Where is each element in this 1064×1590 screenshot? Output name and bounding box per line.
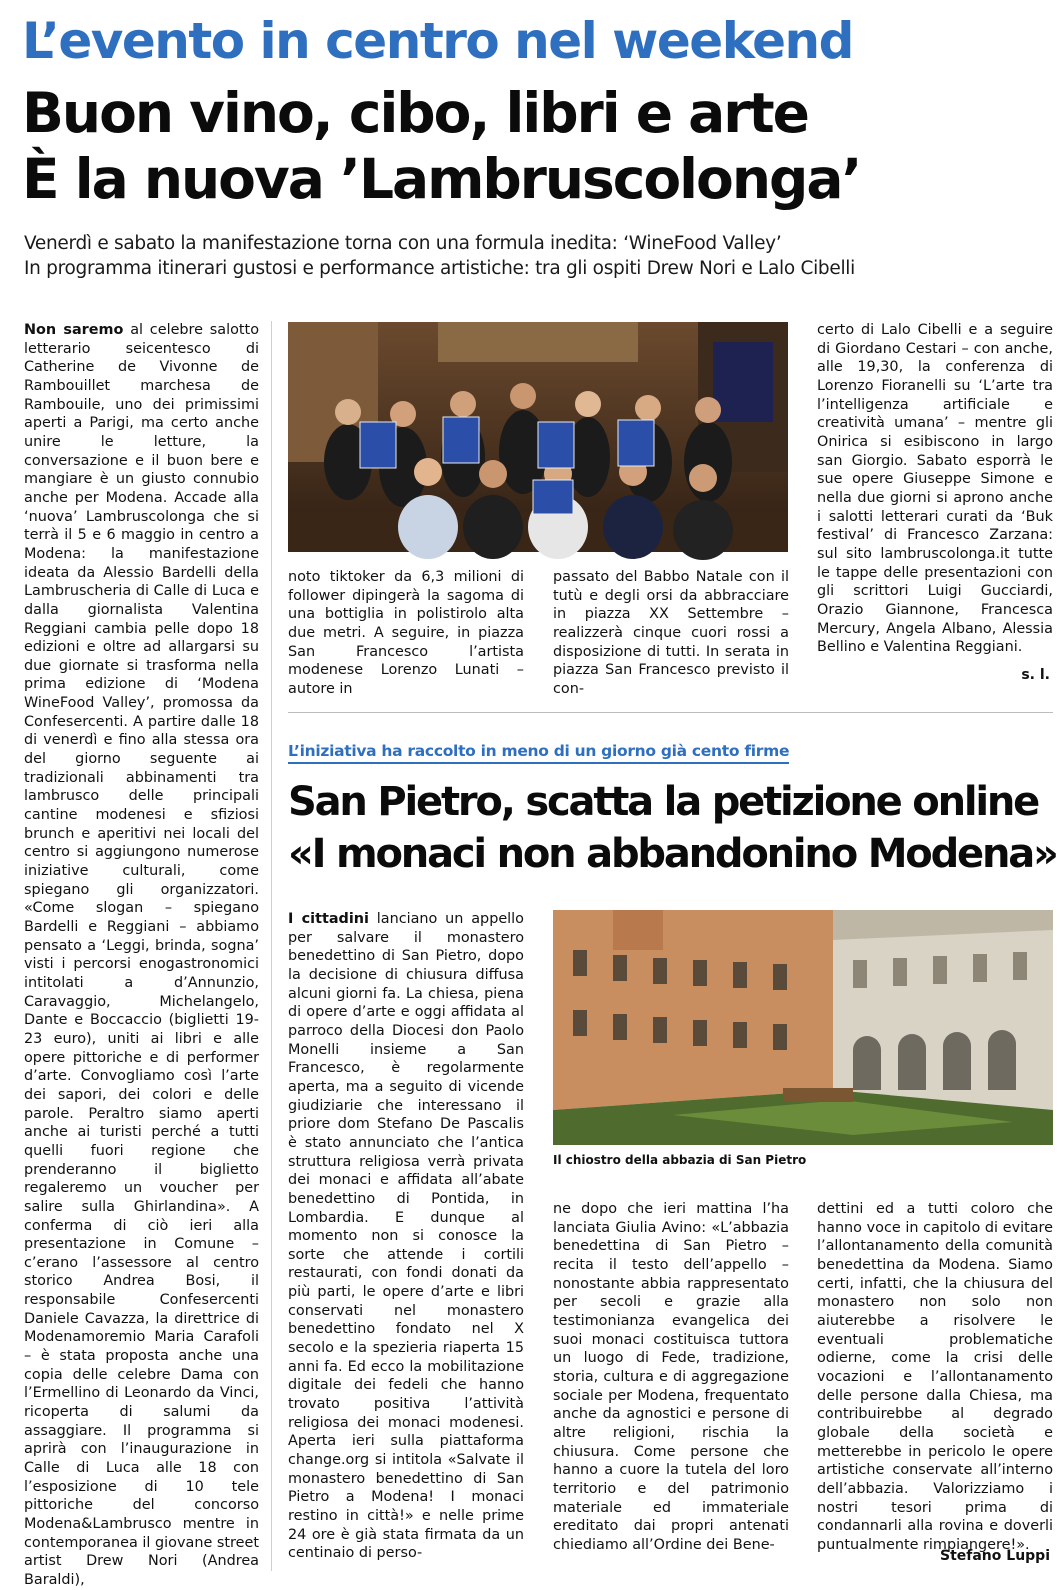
photo-caption: Il chiostro della abbazia di San Pietro [553,1153,807,1167]
article1-col1-text: al celebre salotto letterario seicentesco di Catherine de Vivonne de Rambouillet marchesa de Rambouile, uno dei primissimi aperti a Parigi, ma certo anche unire le letture, la conversazione e il buon bere e mangiare è un giusto connubio anche per Modena. Accade alla ‘nuova’ Lambruscolonga che si terrà il 5 e 6 maggio in centro a Modena: la manifestazione ideata da Alessio Bardelli della Lambruscheria di Calle di Luca e dalla giornalista Valentina Reggiani cambia pelle dopo 18 edizioni e oltre ad allargarsi su due giornate si trasforma nella prima edizione di ‘Modena WineFood Valley’, promossa da Confesercenti. A partire dalle 18 di venerdì e fino alla stessa ora del giorno seguente ai tradizionali abbinamenti tra lambrusco delle principali cantine modenesi e sfiziosi brunch e aperitivi nei locali del centro si aggiungono numerose iniziative culturali, come spiegano gli organizzatori. «Come slogan – spiegano Bardelli e Reggiani – abbiamo pensato a ‘Leggi, brinda, sogna’ visti i percorsi enogastronomici intitolati a d’Annunzio, Caravaggio, Michelangelo, Dante e Boccaccio (biglietti 19-23 euro), uniti ai libri e alle opere pittoriche e di performer d’arte. Convogliamo così l’arte dei sapori, dei colori e delle parole. Peraltro siamo aperti anche ai turisti perché a tutti quelli fuori regione che prenderanno il biglietto regaleremo un voucher per salire sulla Ghirlandina». A conferma di ciò ieri alla presentazione in Comune – c’erano l’assessore al centro storico Andrea Bosi, il responsabile Confesercenti Daniele Cavazza, la direttrice di Modenamoremio Maria Carafoli – è stata proposta anche una copia delle celebre Dama con l’Ermellino di Leonardo da Vinci, ricoperta di salumi da assaggiare. Il programma si aprirà con l’inaugurazione in Calle di Luca alle 18 con l’esposizione di 10 tele pittoriche del concorso Modena&Lambrusco mentre in contemporanea il giovane street artist Drew Nori (Andrea Baraldi), [24,322,259,1588]
subhead-line-2: In programma itinerari gustosi e performance artistiche: tra gli ospiti Drew Nori e Lalo Cibelli [24,258,855,279]
headline-line-2: È la nuova ’Lambruscolonga’ [22,147,861,211]
cloister-photo [553,910,1053,1145]
section-kicker: L’evento in centro nel weekend [22,12,853,70]
article1-column-1 [24,321,259,1588]
article2-title-line-2: «I monaci non abbandonino Modena» [288,831,1057,877]
article2-title [288,776,1057,880]
article1-lead: Non saremo [24,322,124,338]
article1-column-3: passato del Babbo Natale con il tutù e degli orsi da abbracciare in piazza XX Settembre – realizzerà cinque cuori rossi a disposizione di tutti. In serata in piazza San Francesco previsto il con- [553,569,789,697]
headline-line-1: Buon vino, cibo, libri e arte [22,81,808,145]
press-conference-photo [288,322,788,552]
article-separator [288,712,1053,713]
column-divider [271,321,272,1571]
headline [22,80,1052,212]
article1-signature: s. l. [1021,667,1050,683]
article1-column-2: noto tiktoker da 6,3 milioni di follower dipingerà la sagoma di una bottiglia in polistirolo alta due metri. A seguire, in piazza San Francesco l’artista modenese Lorenzo Lunati – autore in [288,569,524,697]
cloister-illustration [553,910,1053,1145]
article2-col1-text: lanciano un appello per salvare il monastero benedettino di San Pietro, dopo la decisione di chiusura diffusa alcuni giorni fa. La chiesa, piena di opere d’arte e oggi affidata al parroco della Diocesi don Paolo Monelli insieme a San Francesco, è regolarmente aperta, ma a seguito di vicende giudiziarie che interessano il priore dom Stefano De Pascalis è stato annunciato che l’antica struttura religiosa verrà privata dei monaci e affidata all’abate benedettino di Pontida, in Lombardia. E dunque al momento non si conosce la sorte che attende i cortili restaurati, con fondi donati da più parti, le opere d’arte e libri conservati nel monastero benedettino fondato nel X secolo e la spezieria riaperta 15 anni fa. Ed ecco la mobilitazione digitale dei fedeli che hanno trovato positiva l’attività religiosa dei monaci modenesi. Aperta ieri sulla piattaforma change.org si intitola «Salvate il monastero benedettino di San Pietro a Modena! I monaci restino in città!» e nelle prime 24 ore è già stata firmata da un centinaio di perso- [288,911,524,1562]
article2-title-line-1: San Pietro, scatta la petizione online [288,779,1039,825]
article2-kicker: L’iniziativa ha raccolto in meno di un giorno già cento firme [288,742,789,764]
article2-column-2: ne dopo che ieri mattina l’ha lanciata Giulia Avino: «L’abbazia benedettina di San Pietro – recita il testo dell’appello – nonostante abbia rappresentato per secoli e grazie alla testimonianza evangelica dei suoi monaci costituisca tuttora un luogo di Fede, tradizione, storia, cultura e di aggregazione sociale per Modena, frequentato anche da agnostici e persone di altre religioni, rischia la chiusura. Come persone che hanno a cuore la tutela del loro territorio e del patrimonio materiale ed immateriale ereditato dai propri antenati chiediamo all’Ordine dei Bene- [553,1201,789,1553]
article1-column-4: certo di Lalo Cibelli e a seguire di Giordano Cestari – con anche, alle 19,30, la conferenza di Lorenzo Fioranelli su ‘L’arte tra l’intelligenza artificiale e creatività umana’ – mentre gli Onirica si esibiscono in largo san Giorgio. Sabato esporrà le sue opere Giuseppe Simone e nella due giorni si aprono anche i salotti letterari curati da ‘Buk festival’ di Francesco Zarzana: sul sito lambruscolonga.it tutte le tappe delle presentazioni con gli scrittori Luigi Gucciardi, Orazio Giannone, Francesca Mercury, Angela Albano, Alessia Bellino e Valentina Reggiani. [817,322,1053,656]
article2-column-3: dettini ed a tutti coloro che hanno voce in capitolo di evitare l’allontanamento della comunità benedettina da Modena. Siamo certi, infatti, che la chiusura del monastero non solo non aiuterebbe a risolvere le eventuali problematiche odierne, come la crisi delle vocazioni e l’allontanamento delle persone dalla Chiesa, ma contribuirebbe al degrado globale della società e metterebbe in pericolo le opere artistiche conservate all’interno dell’abbazia. Valorizziamo i nostri tesori prima di condannarli alla rovina e doverli puntualmente rimpiangere!». [817,1201,1053,1553]
press-photo-illustration [288,322,788,552]
article2-column-1 [288,910,524,1576]
article2-signature: Stefano Luppi [940,1548,1050,1564]
subheadline [24,231,1054,281]
article2-lead: I cittadini [288,911,369,927]
subhead-line-1: Venerdì e sabato la manifestazione torna con una formula inedita: ‘WineFood Valley’ [24,233,782,254]
